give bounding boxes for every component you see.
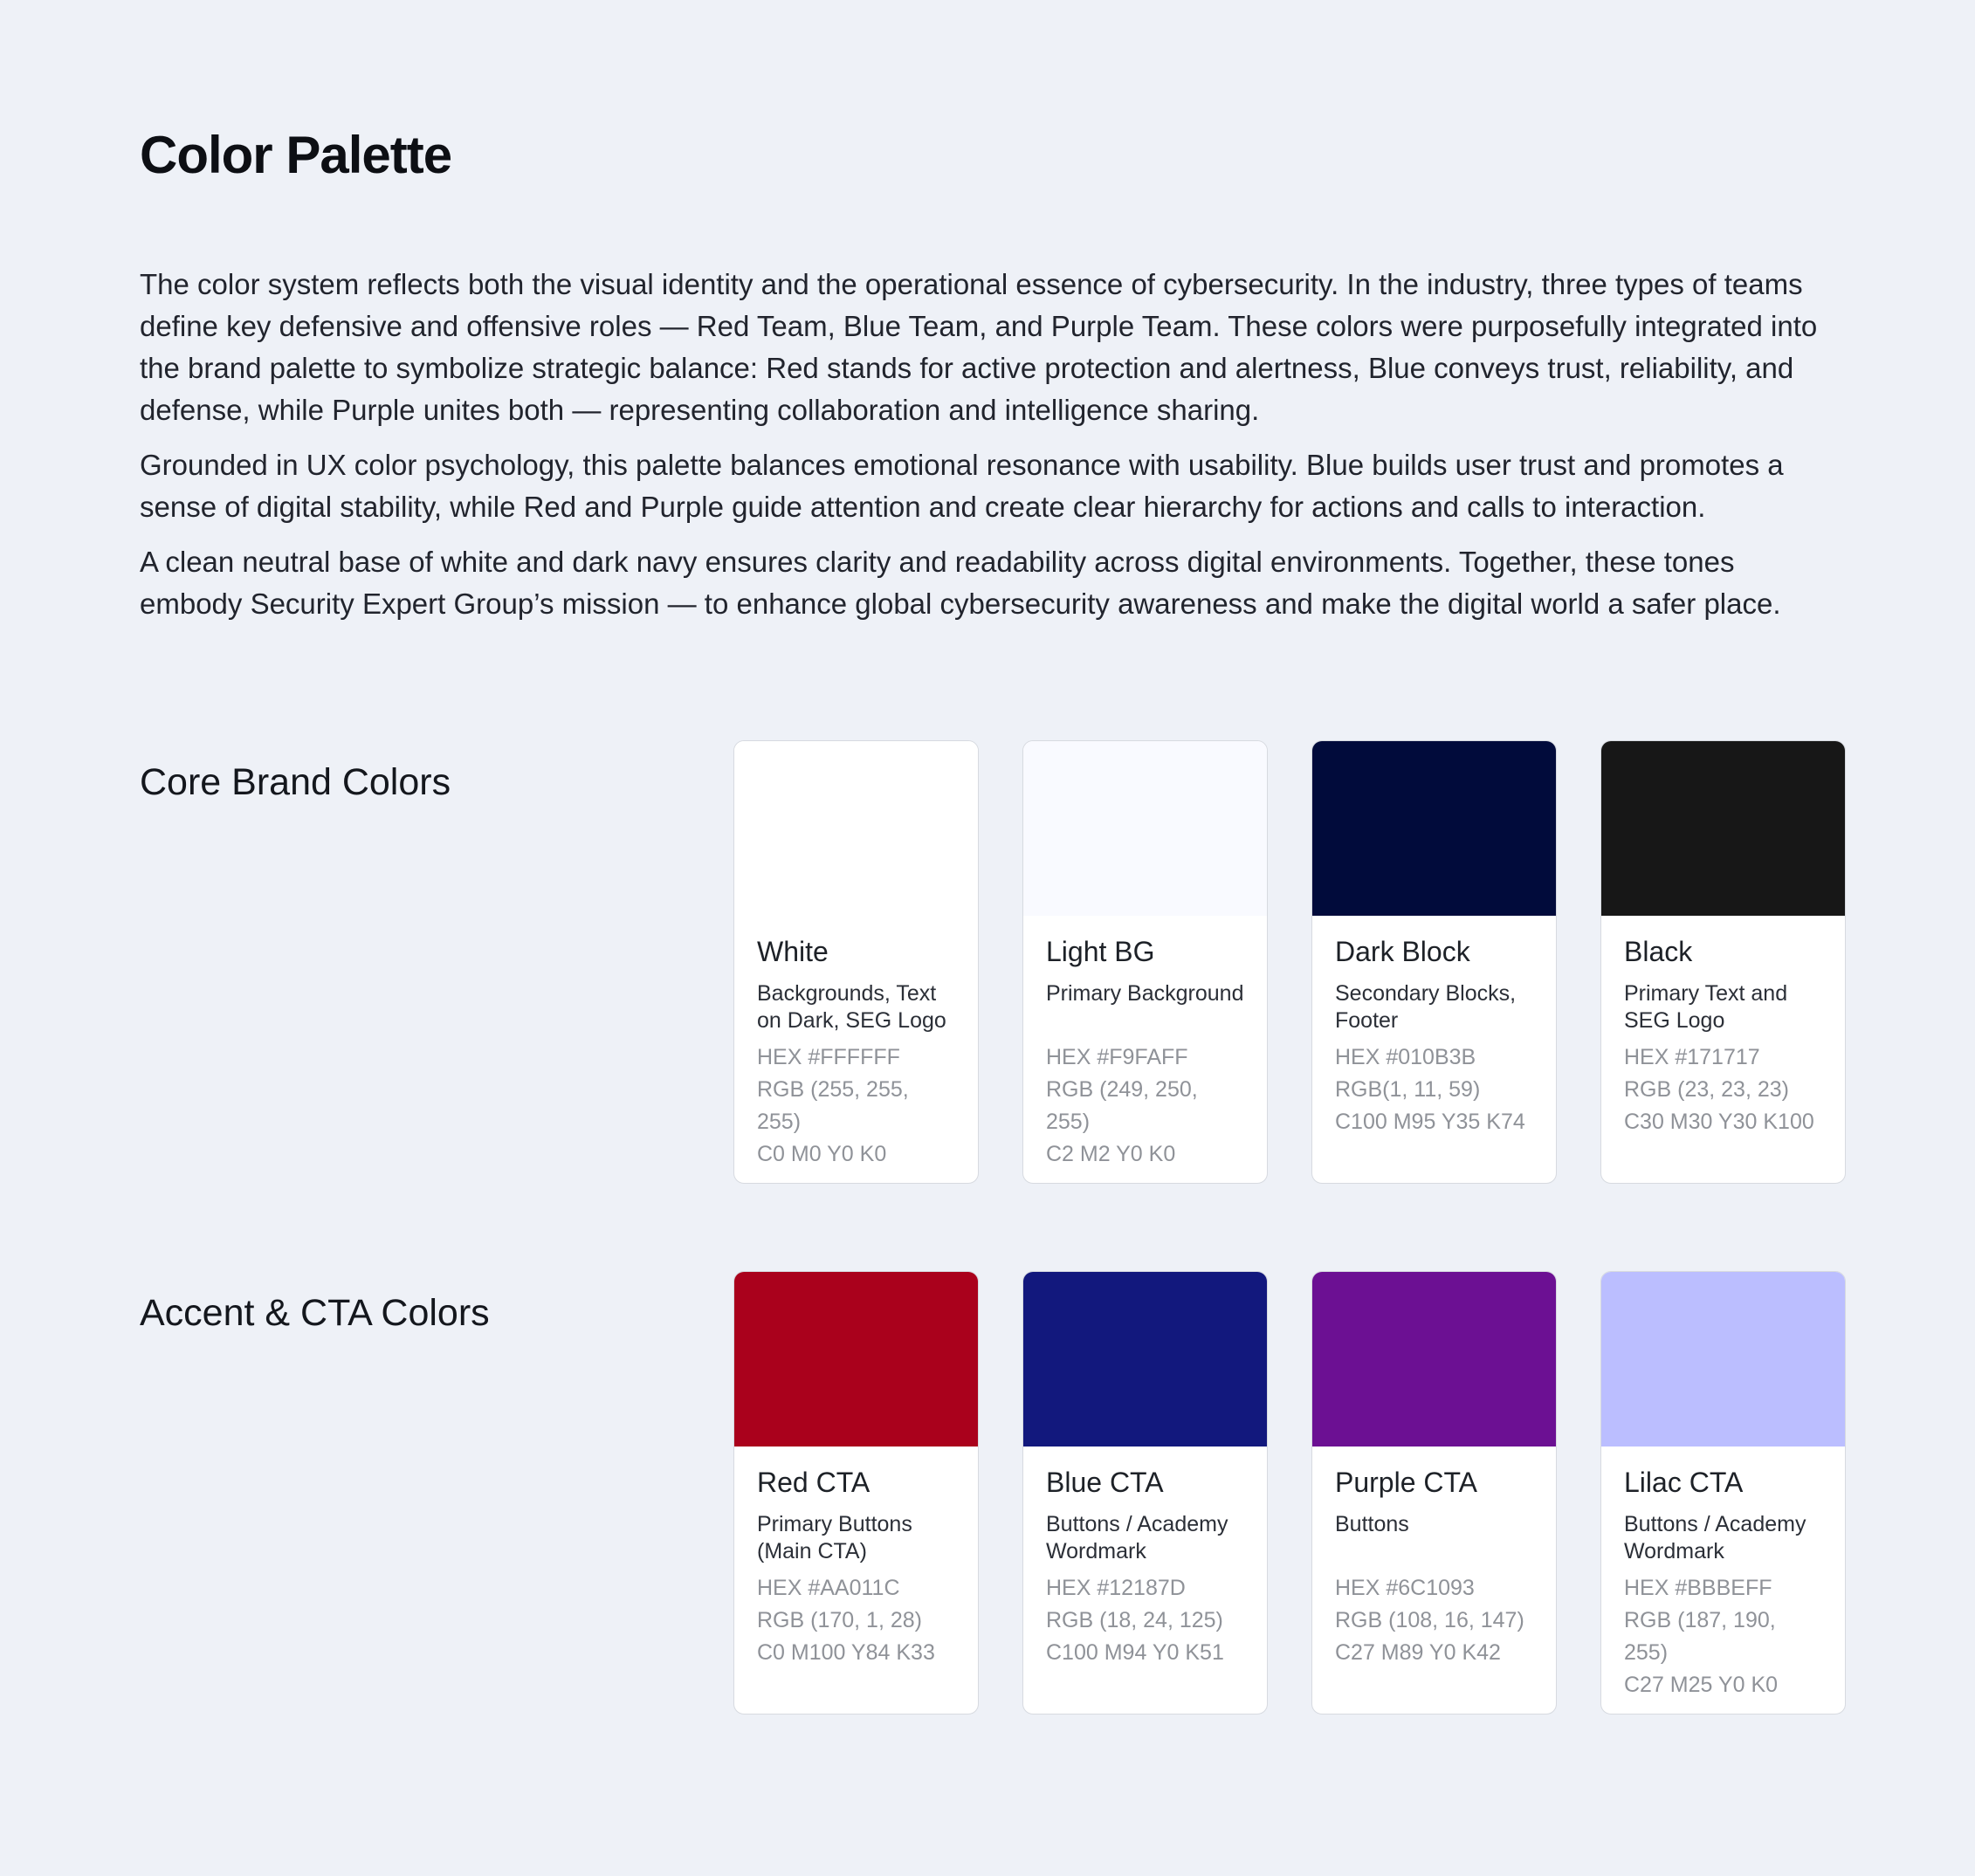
color-card-white: [733, 740, 979, 1184]
color-rgb-value: RGB(1, 11, 59): [1335, 1077, 1481, 1102]
color-usage-label: Buttons / Academy Wordmark: [1046, 1512, 1228, 1563]
intro-text-block: [140, 264, 1846, 625]
color-swatch-red-cta: [734, 1272, 978, 1447]
color-meta-block: [1624, 1041, 1822, 1138]
section-heading-accent-cta-colors: Accent & CTA Colors: [140, 1292, 490, 1334]
color-cmyk-value: C100 M94 Y0 K51: [1046, 1640, 1224, 1665]
color-card-black: [1600, 740, 1846, 1184]
color-usage-label: Backgrounds, Text on Dark, SEG Logo: [757, 981, 946, 1033]
color-card-body: [1601, 916, 1845, 1151]
color-hex-value: HEX #12187D: [1046, 1576, 1186, 1600]
color-rgb-value: RGB (18, 24, 125): [1046, 1608, 1223, 1632]
color-name-label: Red CTA: [757, 1467, 871, 1498]
color-name-label: Lilac CTA: [1624, 1467, 1744, 1498]
color-card-lilac-cta: [1600, 1271, 1846, 1715]
color-name-label: Light BG: [1046, 936, 1155, 967]
intro-paragraph-3: A clean neutral base of white and dark navy ensures clarity and readability across digital environments. Together, these tones embody Security Expert Group’s mission — to enhance global cybersecurity awareness and make the digital world a safer place.: [140, 546, 1781, 620]
core-brand-colors-card-grid: [733, 740, 1846, 1184]
color-usage-label: Primary Text and SEG Logo: [1624, 981, 1788, 1033]
color-meta-block: [757, 1041, 955, 1171]
color-usage-label: Buttons / Academy Wordmark: [1624, 1512, 1806, 1563]
color-rgb-value: RGB (255, 255, 255): [757, 1077, 909, 1134]
color-swatch-lilac-cta: [1601, 1272, 1845, 1447]
color-meta-block: [1335, 1572, 1533, 1669]
color-name-label: Purple CTA: [1335, 1467, 1478, 1498]
intro-paragraph-2: Grounded in UX color psychology, this palette balances emotional resonance with usability. Blue builds user trust and promotes a sense of digital stability, while Red and Purple guide attention and create clear hierarchy for actions and calls to interaction.: [140, 449, 1784, 523]
color-meta-block: [1046, 1041, 1244, 1171]
color-hex-value: HEX #AA011C: [757, 1576, 900, 1600]
color-card-body: [734, 1447, 978, 1681]
color-hex-value: HEX #BBBEFF: [1624, 1576, 1772, 1600]
color-swatch-purple-cta: [1312, 1272, 1556, 1447]
color-hex-value: HEX #171717: [1624, 1045, 1760, 1069]
color-rgb-value: RGB (170, 1, 28): [757, 1608, 922, 1632]
color-usage-label: Buttons: [1335, 1512, 1409, 1536]
color-cmyk-value: C2 M2 Y0 K0: [1046, 1142, 1176, 1166]
color-card-blue-cta: [1022, 1271, 1268, 1715]
color-hex-value: HEX #F9FAFF: [1046, 1045, 1188, 1069]
color-usage-label: Primary Buttons (Main CTA): [757, 1512, 912, 1563]
color-rgb-value: RGB (23, 23, 23): [1624, 1077, 1789, 1102]
color-cmyk-value: C0 M0 Y0 K0: [757, 1142, 887, 1166]
color-card-body: [734, 916, 978, 1183]
color-card-purple-cta: [1311, 1271, 1557, 1715]
intro-paragraph-1: The color system reflects both the visual identity and the operational essence of cybersecurity. In the industry, three types of teams define key defensive and offensive roles — Red Team, Blue Team, and Purple Team. These colors were purposefully integrated into the brand palette to symbolize strategic balance: Red stands for active protection and alertness, Blue conveys trust, reliability, and defense, while Purple unites both — representing collaboration and intelligence sharing.: [140, 268, 1818, 426]
section-accent-cta-colors: [140, 1271, 1846, 1715]
color-hex-value: HEX #6C1093: [1335, 1576, 1475, 1600]
color-hex-value: HEX #FFFFFF: [757, 1045, 900, 1069]
color-meta-block: [757, 1572, 955, 1669]
color-card-body: [1023, 916, 1267, 1183]
color-meta-block: [1624, 1572, 1822, 1701]
color-swatch-light-bg: [1023, 741, 1267, 916]
color-card-body: [1312, 916, 1556, 1151]
accent-cta-colors-card-grid: [733, 1271, 1846, 1715]
color-name-label: Blue CTA: [1046, 1467, 1164, 1498]
color-card-body: [1312, 1447, 1556, 1681]
color-card-light-bg: [1022, 740, 1268, 1184]
color-name-label: Dark Block: [1335, 936, 1470, 967]
color-cmyk-value: C30 M30 Y30 K100: [1624, 1110, 1814, 1134]
color-rgb-value: RGB (187, 190, 255): [1624, 1608, 1776, 1665]
color-swatch-black: [1601, 741, 1845, 916]
color-card-red-cta: [733, 1271, 979, 1715]
color-rgb-value: RGB (249, 250, 255): [1046, 1077, 1198, 1134]
section-core-brand-colors: [140, 740, 1846, 1184]
color-card-body: [1601, 1447, 1845, 1714]
color-usage-label: Secondary Blocks, Footer: [1335, 981, 1517, 1033]
color-card-body: [1023, 1447, 1267, 1681]
color-swatch-blue-cta: [1023, 1272, 1267, 1447]
color-cmyk-value: C0 M100 Y84 K33: [757, 1640, 935, 1665]
color-cmyk-value: C100 M95 Y35 K74: [1335, 1110, 1525, 1134]
color-hex-value: HEX #010B3B: [1335, 1045, 1476, 1069]
page-title: Color Palette: [140, 126, 452, 184]
color-cmyk-value: C27 M89 Y0 K42: [1335, 1640, 1501, 1665]
color-name-label: White: [757, 936, 829, 967]
color-meta-block: [1335, 1041, 1533, 1138]
color-rgb-value: RGB (108, 16, 147): [1335, 1608, 1524, 1632]
color-meta-block: [1046, 1572, 1244, 1669]
color-cmyk-value: C27 M25 Y0 K0: [1624, 1673, 1779, 1697]
color-swatch-dark-block: [1312, 741, 1556, 916]
color-card-dark-block: [1311, 740, 1557, 1184]
color-swatch-white: [734, 741, 978, 916]
color-name-label: Black: [1624, 936, 1693, 967]
color-usage-label: Primary Background: [1046, 981, 1244, 1006]
section-heading-core-brand-colors: Core Brand Colors: [140, 761, 451, 803]
